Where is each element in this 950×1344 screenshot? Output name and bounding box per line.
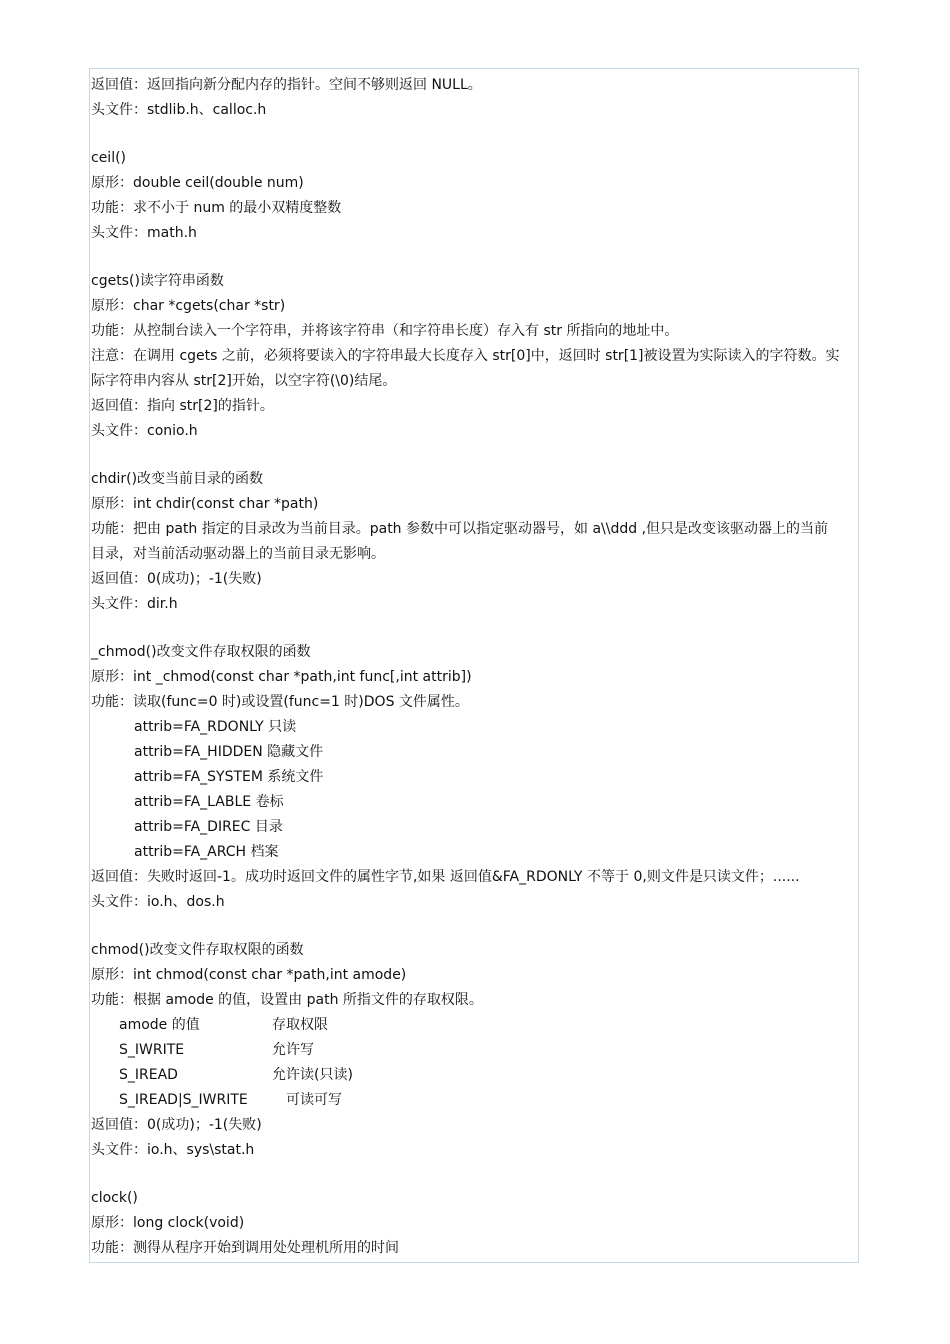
clock-prototype: 原形：long clock(void) <box>91 1215 245 1231</box>
attrib-item: attrib=FA_SYSTEM 系统文件 <box>134 769 324 785</box>
clock-title: clock() <box>91 1190 138 1206</box>
cgets-prototype: 原形：char *cgets(char *str) <box>91 298 286 314</box>
calloc-return: 返回值：返回指向新分配内存的指针。空间不够则返回 NULL。 <box>91 77 482 93</box>
calloc-header: 头文件：stdlib.h、calloc.h <box>91 102 267 118</box>
cgets-return: 返回值：指向 str[2]的指针。 <box>91 398 274 414</box>
amode-table-row <box>91 1013 861 1038</box>
_chmod-return: 返回值：失败时返回-1。成功时返回文件的属性字节,如果 返回值&FA_RDONLY 不等于 0,则文件是只读文件；...... <box>91 869 800 885</box>
ceil-function: 功能：求不小于 num 的最小双精度整数 <box>91 200 342 216</box>
chdir-prototype: 原形：int chdir(const char *path) <box>91 496 319 512</box>
amode-permission: 可读可写 <box>286 1092 342 1108</box>
spacer <box>91 915 861 938</box>
chmod-header: 头文件：io.h、sys\stat.h <box>91 1142 255 1158</box>
chdir-function-line1: 功能：把由 path 指定的目录改为当前目录。path 参数中可以指定驱动器号，如 a\\ddd ,但只是改变该驱动器上的当前 <box>91 521 829 537</box>
spacer <box>91 1163 861 1186</box>
chmod-function: 功能：根据 amode 的值，设置由 path 所指文件的存取权限。 <box>91 992 483 1008</box>
cgets-header: 头文件：conio.h <box>91 423 198 439</box>
cgets-note-line2: 际字符串内容从 str[2]开始，以空字符(\0)结尾。 <box>91 373 397 389</box>
spacer <box>91 246 861 269</box>
amode-value: S_IWRITE <box>119 1042 185 1058</box>
chmod-title: chmod()改变文件存取权限的函数 <box>91 942 304 958</box>
chdir-title: chdir()改变当前目录的函数 <box>91 471 264 487</box>
_chmod-prototype: 原形：int _chmod(const char *path,int func[,int attrib]) <box>91 669 472 685</box>
ceil-prototype: 原形：double ceil(double num) <box>91 175 304 191</box>
cgets-function: 功能：从控制台读入一个字符串，并将该字符串（和字符串长度）存入有 str 所指向的地址中。 <box>91 323 679 339</box>
amode-value: S_IREAD <box>119 1067 178 1083</box>
amode-table-row <box>91 1088 861 1113</box>
amode-table-row <box>91 1038 861 1063</box>
cgets-title: cgets()读字符串函数 <box>91 273 224 289</box>
_chmod-title: _chmod()改变文件存取权限的函数 <box>91 644 311 660</box>
attrib-item: attrib=FA_HIDDEN 隐藏文件 <box>134 744 324 760</box>
chdir-return: 返回值：0(成功)；-1(失败) <box>91 571 262 587</box>
attrib-item: attrib=FA_DIREC 目录 <box>134 819 283 835</box>
clock-function: 功能：测得从程序开始到调用处处理机所用的时间 <box>91 1240 399 1256</box>
amode-value: amode 的值 <box>119 1017 200 1033</box>
amode-permission: 允许读(只读) <box>272 1067 353 1083</box>
attrib-item: attrib=FA_ARCH 档案 <box>134 844 279 860</box>
spacer <box>91 123 861 146</box>
_chmod-header: 头文件：io.h、dos.h <box>91 894 225 910</box>
amode-permission: 允许写 <box>272 1042 314 1058</box>
document-body <box>91 73 861 1261</box>
cgets-note-line1: 注意：在调用 cgets 之前，必须将要读入的字符串最大长度存入 str[0]中，返回时 str[1]被设置为实际读入的字符数。实 <box>91 348 840 364</box>
chmod-prototype: 原形：int chmod(const char *path,int amode) <box>91 967 407 983</box>
amode-permission: 存取权限 <box>272 1017 328 1033</box>
chmod-return: 返回值：0(成功)；-1(失败) <box>91 1117 262 1133</box>
ceil-title: ceil() <box>91 150 127 166</box>
chdir-function-line2: 目录，对当前活动驱动器上的当前目录无影响。 <box>91 546 385 562</box>
spacer <box>91 617 861 640</box>
_chmod-function: 功能：读取(func=0 时)或设置(func=1 时)DOS 文件属性。 <box>91 694 469 710</box>
spacer <box>91 444 861 467</box>
attrib-item: attrib=FA_RDONLY 只读 <box>134 719 297 735</box>
ceil-header: 头文件：math.h <box>91 225 197 241</box>
attrib-item: attrib=FA_LABLE 卷标 <box>134 794 284 810</box>
amode-table-row <box>91 1063 861 1088</box>
chdir-header: 头文件：dir.h <box>91 596 178 612</box>
amode-value: S_IREAD|S_IWRITE <box>119 1092 248 1108</box>
